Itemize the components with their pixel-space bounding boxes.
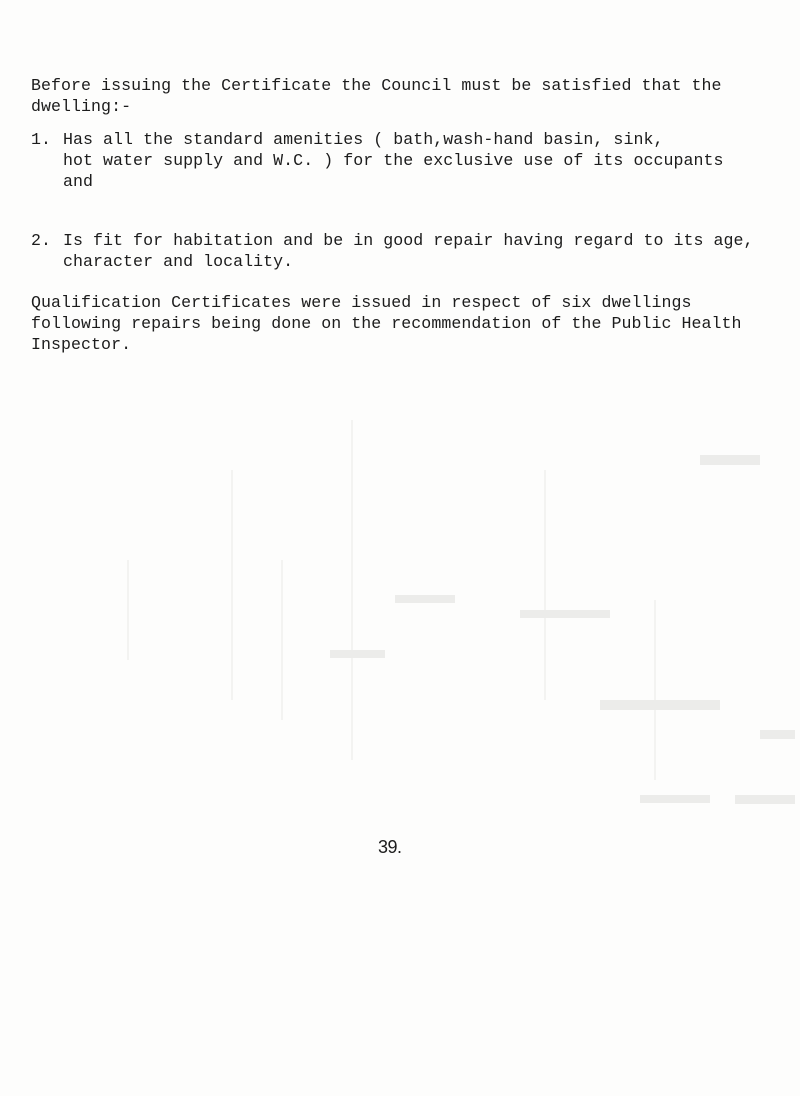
page-number: 39. [378, 837, 402, 857]
intro-line-1: Before issuing the Certificate the Council must be satisfied that the [31, 76, 722, 95]
item-2-line-2: character and locality. [63, 252, 294, 271]
item-1-line-3: and [63, 172, 94, 191]
closing-line-1: Qualification Certificates were issued in respect of six dwellings [31, 293, 692, 312]
item-1-number: 1. [31, 130, 51, 149]
item-2-line-1: Is fit for habitation and be in good repair having regard to its age, [63, 231, 754, 250]
item-1-line-1: Has all the standard amenities ( bath,wash-hand basin, sink, [63, 130, 664, 149]
intro-line-2: dwelling:- [31, 97, 132, 116]
item-1-line-2: hot water supply and W.C. ) for the exclusive use of its occupants [63, 151, 724, 170]
item-2-number: 2. [31, 231, 51, 250]
closing-line-2: following repairs being done on the recommendation of the Public Health [31, 314, 742, 333]
closing-line-3: Inspector. [31, 335, 132, 354]
